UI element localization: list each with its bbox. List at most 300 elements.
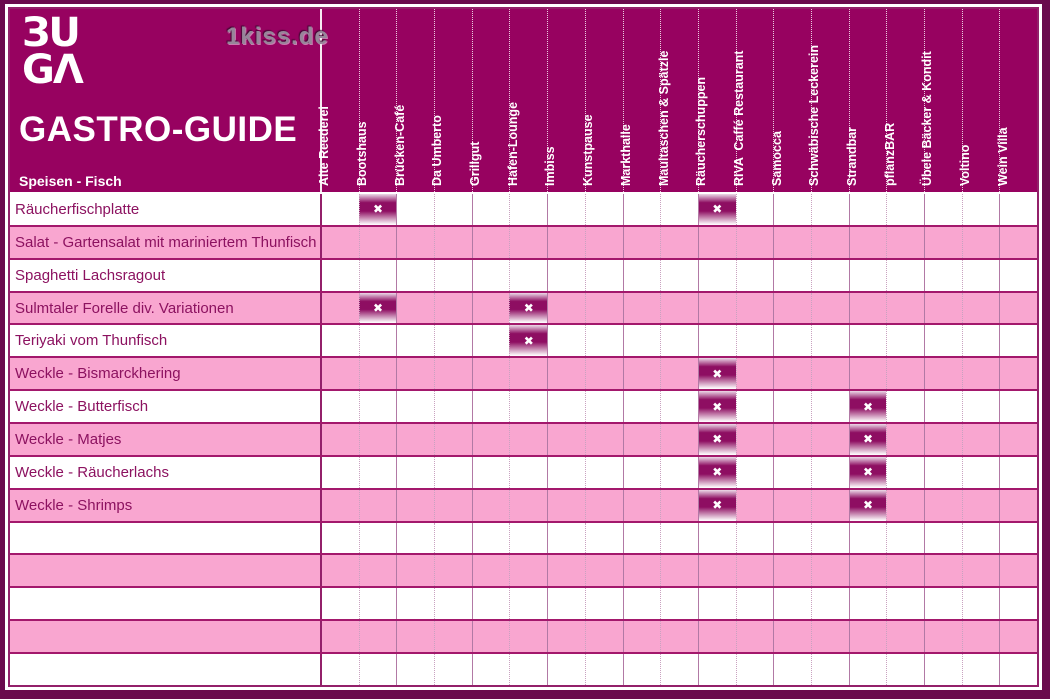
matrix-cell [849, 523, 887, 554]
matrix-cell [660, 457, 698, 488]
matrix-cell [999, 227, 1037, 258]
matrix-cell [509, 194, 547, 225]
matrix-cell [359, 293, 397, 324]
table-row [10, 619, 1037, 652]
matrix-cell [509, 227, 547, 258]
matrix-cell [849, 260, 887, 291]
matrix-cell [472, 194, 510, 225]
matrix-cell [999, 588, 1037, 619]
matrix-cell [962, 457, 1000, 488]
table-row [10, 323, 1037, 356]
matrix-cell [322, 260, 359, 291]
matrix-cell [434, 490, 472, 521]
table-row [10, 194, 1037, 225]
matrix-cell [547, 424, 585, 455]
matrix-cell [359, 325, 397, 356]
matrix-cell [773, 621, 811, 652]
matrix-cell [886, 457, 924, 488]
matrix-cell [547, 227, 585, 258]
matrix-cell [396, 621, 434, 652]
matrix-cell [886, 391, 924, 422]
matrix-cell [999, 621, 1037, 652]
matrix-cell [434, 194, 472, 225]
matrix-cell [509, 555, 547, 586]
matrix-cell [585, 424, 623, 455]
matrix-cell [886, 260, 924, 291]
matrix-cell [962, 588, 1000, 619]
matrix-cell [660, 325, 698, 356]
matrix-cell [660, 260, 698, 291]
matrix-cell [924, 358, 962, 389]
table-row [10, 389, 1037, 422]
column-header-label: RIVA Caffé Restaurant [731, 50, 746, 186]
matrix-cell [322, 424, 359, 455]
matrix-cell [736, 621, 774, 652]
matrix-cell [773, 424, 811, 455]
matrix-cell [322, 194, 359, 225]
matrix-cell [547, 260, 585, 291]
x-mark-icon: ✖ [712, 432, 723, 447]
matrix-cell [434, 227, 472, 258]
matrix-cell [322, 490, 359, 521]
matrix-cell [773, 194, 811, 225]
matrix-cell [547, 358, 585, 389]
matrix-cell [999, 523, 1037, 554]
matrix-cell [322, 588, 359, 619]
matrix-cell [547, 490, 585, 521]
matrix-cell [322, 621, 359, 652]
row-cells [322, 358, 1037, 389]
matrix-cell [547, 457, 585, 488]
matrix-cell [396, 227, 434, 258]
column-header-2 [355, 9, 397, 192]
matrix-cell [434, 260, 472, 291]
dish-label: Salat - Gartensalat mit mariniertem Thunfisch [10, 227, 322, 258]
matrix-cell [811, 293, 849, 324]
matrix-cell [585, 325, 623, 356]
x-mark-icon: ✖ [862, 498, 873, 513]
column-headers [317, 9, 1037, 192]
matrix-cell [773, 555, 811, 586]
matrix-cell [623, 555, 661, 586]
table-row [10, 553, 1037, 586]
matrix-cell [698, 654, 736, 685]
matrix-cell [660, 490, 698, 521]
table-row [10, 291, 1037, 324]
matrix-cell [396, 523, 434, 554]
matrix-cell [849, 358, 887, 389]
x-mark-icon: ✖ [712, 498, 723, 513]
matrix-cell [509, 424, 547, 455]
column-header-label: Grillgut [468, 141, 483, 186]
matrix-cell [924, 621, 962, 652]
matrix-cell [811, 654, 849, 685]
matrix-cell [962, 523, 1000, 554]
row-cells [322, 654, 1037, 685]
matrix-cell [698, 391, 736, 422]
matrix-cell [396, 555, 434, 586]
column-header-15 [844, 9, 887, 192]
matrix-cell [472, 325, 510, 356]
matrix-cell [547, 555, 585, 586]
matrix-cell [886, 621, 924, 652]
matrix-cell [359, 391, 397, 422]
column-header-13 [769, 9, 811, 192]
matrix-cell [924, 588, 962, 619]
matrix-cell [999, 424, 1037, 455]
matrix-cell [472, 260, 510, 291]
matrix-cell [924, 391, 962, 422]
matrix-cell [322, 325, 359, 356]
matrix-cell [886, 194, 924, 225]
column-header-12 [731, 9, 774, 192]
matrix-cell [434, 457, 472, 488]
matrix-cell [396, 654, 434, 685]
matrix-cell [547, 293, 585, 324]
matrix-cell [509, 654, 547, 685]
matrix-cell [698, 227, 736, 258]
column-header-11 [694, 9, 736, 192]
row-cells [322, 391, 1037, 422]
column-header-16 [882, 9, 924, 192]
matrix-cell [585, 358, 623, 389]
column-header-19 [995, 9, 1037, 192]
row-cells [322, 523, 1037, 554]
matrix-cell [623, 424, 661, 455]
table-row [10, 258, 1037, 291]
matrix-cell [999, 325, 1037, 356]
matrix-cell [585, 194, 623, 225]
column-header-label: Strandbar [844, 126, 859, 186]
matrix-cell [359, 555, 397, 586]
matrix-cell [660, 555, 698, 586]
table-row [10, 225, 1037, 258]
matrix-cell [396, 260, 434, 291]
matrix-cell [849, 325, 887, 356]
matrix-cell [623, 358, 661, 389]
dish-label [10, 555, 322, 586]
matrix-cell [322, 358, 359, 389]
matrix-cell [623, 621, 661, 652]
matrix-cell [811, 325, 849, 356]
matrix-cell [509, 523, 547, 554]
row-cells [322, 424, 1037, 455]
row-cells [322, 194, 1037, 225]
column-header-7 [543, 9, 585, 192]
matrix-cell [359, 621, 397, 652]
matrix-cell [434, 391, 472, 422]
matrix-cell [698, 424, 736, 455]
matrix-cell [623, 293, 661, 324]
matrix-cell [999, 555, 1037, 586]
matrix-cell [886, 588, 924, 619]
column-header-label: Räucherschuppen [694, 76, 709, 186]
matrix-cell [811, 523, 849, 554]
matrix-cell [660, 194, 698, 225]
matrix-cell [698, 358, 736, 389]
buga-logo [22, 10, 82, 93]
matrix-cell [472, 457, 510, 488]
matrix-cell [359, 654, 397, 685]
table-row [10, 356, 1037, 389]
matrix-cell [886, 358, 924, 389]
matrix-cell [849, 490, 887, 521]
matrix-cell [811, 621, 849, 652]
x-mark-icon: ✖ [862, 432, 873, 447]
matrix-cell [585, 391, 623, 422]
matrix-cell [322, 391, 359, 422]
matrix-cell [736, 490, 774, 521]
matrix-cell [698, 457, 736, 488]
table-row [10, 455, 1037, 488]
matrix-cell [472, 588, 510, 619]
matrix-cell [999, 260, 1037, 291]
matrix-cell [623, 588, 661, 619]
matrix-cell [773, 325, 811, 356]
column-header-label: Brücken-Café [392, 104, 407, 186]
dish-label [10, 588, 322, 619]
matrix-cell [359, 227, 397, 258]
column-header-14 [807, 9, 849, 192]
matrix-cell [736, 654, 774, 685]
page-title: GASTRO-GUIDE [19, 110, 298, 149]
matrix-cell [509, 293, 547, 324]
matrix-cell [962, 194, 1000, 225]
table-row [10, 521, 1037, 554]
column-header-label: Wein Villa [995, 127, 1010, 186]
matrix-cell [811, 227, 849, 258]
matrix-cell [509, 358, 547, 389]
matrix-cell [434, 588, 472, 619]
matrix-cell [359, 260, 397, 291]
column-header-label: Hafen-Lounge [505, 101, 520, 186]
matrix-cell [886, 325, 924, 356]
matrix-cell [434, 358, 472, 389]
x-mark-icon: ✖ [862, 399, 873, 414]
matrix-cell [886, 424, 924, 455]
x-mark-icon: ✖ [712, 465, 723, 480]
buga-logo-line1: ЗU [22, 10, 79, 56]
matrix-cell [886, 654, 924, 685]
column-header-6 [505, 9, 547, 192]
matrix-cell [736, 227, 774, 258]
matrix-cell [773, 523, 811, 554]
matrix-cell [660, 227, 698, 258]
matrix-cell [547, 523, 585, 554]
column-header-label: Samocca [769, 131, 784, 186]
matrix-cell [472, 490, 510, 521]
matrix-cell [924, 260, 962, 291]
dish-label: Weckle - Butterfisch [10, 391, 322, 422]
matrix-cell [359, 523, 397, 554]
matrix-cell [773, 260, 811, 291]
matrix-cell [849, 457, 887, 488]
matrix-cell [962, 391, 1000, 422]
matrix-cell [623, 523, 661, 554]
table-body [10, 194, 1037, 685]
matrix-cell [962, 654, 1000, 685]
matrix-cell [509, 325, 547, 356]
dish-label: Weckle - Räucherlachs [10, 457, 322, 488]
matrix-cell [698, 588, 736, 619]
matrix-cell [999, 457, 1037, 488]
column-header-17 [920, 9, 962, 192]
matrix-cell [811, 194, 849, 225]
matrix-cell [924, 325, 962, 356]
matrix-cell [623, 391, 661, 422]
matrix-cell [396, 293, 434, 324]
matrix-cell [811, 260, 849, 291]
matrix-cell [396, 457, 434, 488]
matrix-cell [509, 490, 547, 521]
matrix-cell [962, 325, 1000, 356]
matrix-cell [660, 424, 698, 455]
matrix-cell [434, 654, 472, 685]
matrix-cell [811, 457, 849, 488]
matrix-cell [736, 555, 774, 586]
matrix-cell [736, 523, 774, 554]
matrix-cell [962, 555, 1000, 586]
matrix-cell [773, 490, 811, 521]
matrix-cell [999, 194, 1037, 225]
matrix-cell [811, 424, 849, 455]
matrix-cell [698, 523, 736, 554]
matrix-cell [547, 194, 585, 225]
matrix-cell [999, 391, 1037, 422]
column-header-10 [656, 9, 698, 192]
row-cells [322, 227, 1037, 258]
matrix-cell [698, 293, 736, 324]
matrix-cell [660, 358, 698, 389]
matrix-cell [547, 588, 585, 619]
column-header-9 [618, 9, 661, 192]
x-mark-icon: ✖ [862, 465, 873, 480]
matrix-cell [849, 227, 887, 258]
matrix-cell [811, 391, 849, 422]
matrix-cell [811, 358, 849, 389]
matrix-cell [434, 523, 472, 554]
matrix-cell [773, 227, 811, 258]
matrix-cell [886, 227, 924, 258]
matrix-cell [585, 588, 623, 619]
matrix-cell [962, 260, 1000, 291]
column-header-5 [468, 9, 510, 192]
matrix-cell [999, 490, 1037, 521]
category-label: Speisen - Fisch [19, 173, 122, 189]
matrix-cell [849, 555, 887, 586]
row-cells [322, 555, 1037, 586]
column-header-8 [581, 9, 623, 192]
column-header-3 [392, 9, 434, 192]
dish-label: Sulmtaler Forelle div. Variationen [10, 293, 322, 324]
column-header-label: Alte Reederei [317, 106, 332, 186]
matrix-cell [322, 457, 359, 488]
matrix-cell [660, 588, 698, 619]
matrix-cell [736, 194, 774, 225]
matrix-cell [962, 424, 1000, 455]
column-header-label: Imbiss [543, 146, 558, 186]
matrix-cell [322, 293, 359, 324]
matrix-cell [359, 588, 397, 619]
matrix-cell [623, 457, 661, 488]
matrix-cell [359, 490, 397, 521]
table-row [10, 422, 1037, 455]
matrix-cell [623, 654, 661, 685]
matrix-cell [472, 523, 510, 554]
matrix-cell [509, 457, 547, 488]
column-header-label: Übele Bäcker & Kondit [920, 51, 935, 186]
column-header-18 [958, 9, 1000, 192]
matrix-cell [962, 490, 1000, 521]
matrix-cell [886, 555, 924, 586]
matrix-cell [359, 424, 397, 455]
matrix-cell [849, 424, 887, 455]
matrix-cell [660, 293, 698, 324]
matrix-cell [472, 227, 510, 258]
dish-label: Räucherfischplatte [10, 194, 322, 225]
matrix-cell [585, 621, 623, 652]
matrix-cell [509, 260, 547, 291]
matrix-cell [962, 621, 1000, 652]
matrix-cell [623, 227, 661, 258]
gastro-guide-sheet [8, 7, 1039, 687]
matrix-cell [547, 621, 585, 652]
matrix-cell [736, 457, 774, 488]
matrix-cell [585, 293, 623, 324]
dish-label: Weckle - Shrimps [10, 490, 322, 521]
matrix-cell [585, 490, 623, 521]
matrix-cell [773, 358, 811, 389]
matrix-cell [585, 555, 623, 586]
matrix-cell [434, 621, 472, 652]
matrix-cell [359, 457, 397, 488]
x-mark-icon: ✖ [712, 399, 723, 414]
matrix-cell [472, 654, 510, 685]
matrix-cell [886, 523, 924, 554]
matrix-cell [509, 621, 547, 652]
dish-label [10, 621, 322, 652]
matrix-cell [999, 293, 1037, 324]
matrix-cell [849, 194, 887, 225]
matrix-cell [999, 358, 1037, 389]
matrix-cell [736, 293, 774, 324]
column-header-4 [430, 9, 472, 192]
matrix-cell [623, 490, 661, 521]
matrix-cell [547, 391, 585, 422]
table-row [10, 652, 1037, 685]
matrix-cell [736, 325, 774, 356]
column-header-label: Markthalle [618, 124, 633, 186]
matrix-cell [623, 260, 661, 291]
dish-label [10, 523, 322, 554]
table-header [10, 9, 1037, 194]
matrix-cell [698, 325, 736, 356]
dish-label [10, 654, 322, 685]
row-cells [322, 457, 1037, 488]
matrix-cell [396, 424, 434, 455]
matrix-cell [962, 227, 1000, 258]
matrix-cell [849, 588, 887, 619]
matrix-cell [773, 391, 811, 422]
matrix-cell [585, 654, 623, 685]
table-row [10, 586, 1037, 619]
matrix-cell [924, 654, 962, 685]
matrix-cell [736, 588, 774, 619]
matrix-cell [509, 588, 547, 619]
matrix-cell [472, 621, 510, 652]
dish-label: Spaghetti Lachsragout [10, 260, 322, 291]
x-mark-icon: ✖ [373, 301, 384, 315]
